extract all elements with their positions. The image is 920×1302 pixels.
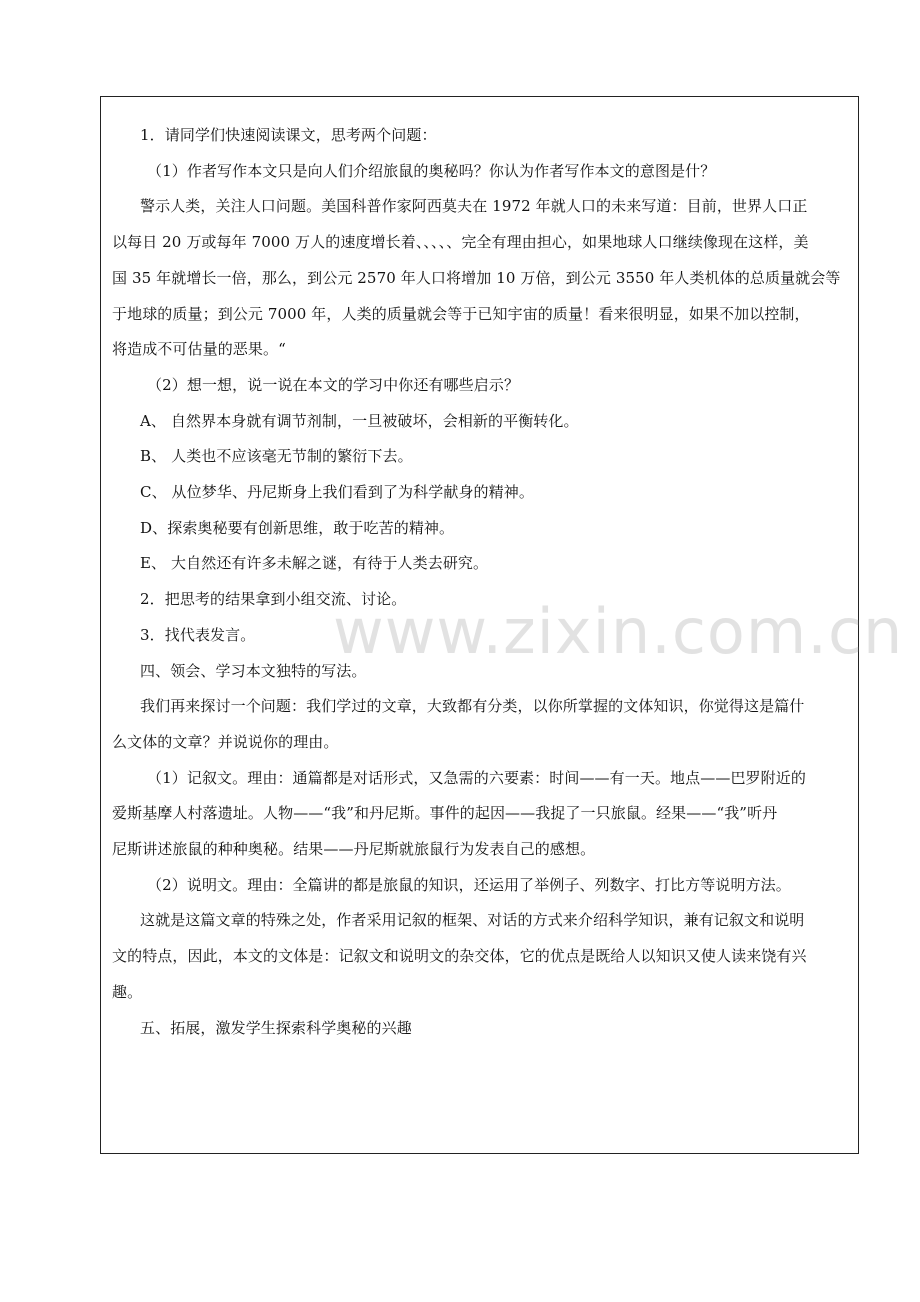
answer-1-line-5: 将造成不可估量的恶果。“ xyxy=(112,340,286,359)
document-body xyxy=(112,118,841,1046)
question-2: 2．把思考的结果拿到小组交流、讨论。 xyxy=(140,590,407,609)
answer-1-line-4: 于地球的质量；到公元 7000 年，人类的质量就会等于已知宇宙的质量！看来很明显，如果不加以控制， xyxy=(112,304,810,323)
answer-1-line-1: 警示人类，关注人口问题。美国科普作家阿西莫夫在 1972 年就人口的未来写道：目前，世界人口正 xyxy=(140,197,808,216)
watermark-text: www.zixin.com.cn xyxy=(333,595,904,668)
paragraph-4-line-2: 么文体的文章？并说说你的理由。 xyxy=(112,732,339,751)
question-3: 3．找代表发言。 xyxy=(140,625,256,644)
option-c: C、 从位梦华、丹尼斯身上我们看到了为科学献身的精神。 xyxy=(140,483,534,502)
answer-1-line-3: 国 35 年就增长一倍，那么，到公元 2570 年人口将增加 10 万倍，到公元 3550 年人类机体的总质量就会等 xyxy=(112,268,841,287)
paragraph-4-line-1: 我们再来探讨一个问题：我们学过的文章，大致都有分类，以你所掌握的文体知识，你觉得这是篇什 xyxy=(140,697,805,716)
reason-1-line-3: 尼斯讲述旅鼠的种种奥秘。结果——丹尼斯就旅鼠行为发表自己的感想。 xyxy=(112,840,596,859)
conclusion-line-2: 文的特点，因此，本文的文体是：记叙文和说明文的杂交体，它的优点是既给人以知识又使人读来饶有兴 xyxy=(112,947,807,966)
reason-1-line-2: 爱斯基摩人村落遗址。人物——“我”和丹尼斯。事件的起因——我捉了一只旅鼠。经果——“我”听丹 xyxy=(112,804,778,823)
reason-2: （2）说明文。理由：全篇讲的都是旅鼠的知识，还运用了举例子、列数字、打比方等说明方法。 xyxy=(147,875,791,894)
answer-1-line-2: 以每日 20 万或每年 7000 万人的速度增长着、、、、、完全有理由担心，如果地球人口继续像现在这样，美 xyxy=(112,233,809,252)
question-1-part-2: （2）想一想，说一说在本文的学习中你还有哪些启示？ xyxy=(147,375,520,394)
section-4-heading: 四、领会、学习本文独特的写法。 xyxy=(140,661,367,680)
option-e: E、 大自然还有许多未解之谜，有待于人类去研究。 xyxy=(140,554,489,573)
conclusion-line-1: 这就是这篇文章的特殊之处，作者采用记叙的框架、对话的方式来介绍科学知识，兼有记叙文和说明 xyxy=(140,911,805,930)
conclusion-line-3: 趣。 xyxy=(112,982,143,1001)
option-b: B、 人类也不应该毫无节制的繁衍下去。 xyxy=(140,447,413,466)
question-1: 1．请同学们快速阅读课文，思考两个问题： xyxy=(140,126,437,144)
question-1-part-1: （1）作者写作本文只是向人们介绍旅鼠的奥秘吗？你认为作者写作本文的意图是什？ xyxy=(147,161,716,180)
option-a: A、 自然界本身就有调节剂制，一旦被破坏，会相新的平衡转化。 xyxy=(140,411,579,430)
reason-1-line-1: （1）记叙文。理由：通篇都是对话形式，又急需的六要素：时间——有一天。地点——巴罗附近的 xyxy=(147,768,806,787)
section-5-heading: 五、拓展，激发学生探索科学奥秘的兴趣 xyxy=(140,1018,412,1037)
option-d: D、探索奥秘要有创新思维，敢于吃苦的精神。 xyxy=(140,518,455,537)
